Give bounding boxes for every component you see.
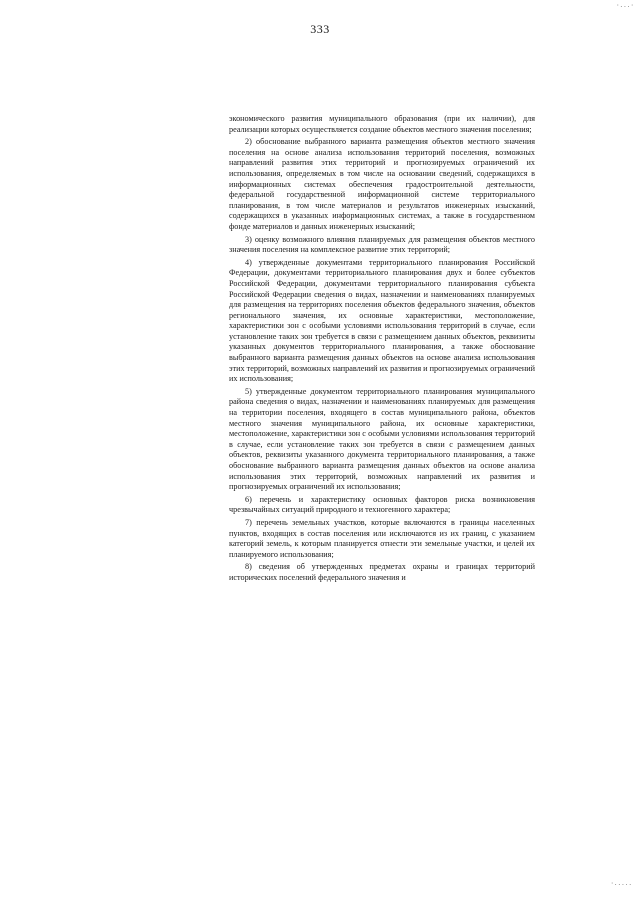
scan-corner-mark: ·..... [610, 880, 632, 887]
page-number: 333 [310, 22, 330, 36]
paragraph-item-7: 7) перечень земельных участков, которые включаются в границы населенных пунктов, входящих в состав поселения или исключаются из их границ, с указанием категорий земель, к которым планируется отнести эти земельные участки, и целей их планируемого использования; [229, 517, 535, 559]
paragraph-item-4: 4) утвержденные документами территориального планирования Российской Федерации, документами территориального планирования двух и более субъектов Российской Федерации, документами территориального планирования субъекта Российской Федерации сведения о видах, назначении и наименованиях планируемых для размещения на территориях поселения объектов федерального значения, объектов регионального значения, их основные характеристики, местоположение, характеристики зон с особыми условиями использования территорий в случае, если установление таких зон требуется в связи с размещением данных объектов, реквизиты указанных документов территориального планирования, а также обоснование выбранного варианта размещения данных объектов на основе анализа использования этих территорий, возможных направлений их развития и прогнозируемых ограничений их использования; [229, 257, 535, 384]
paragraph-item-3: 3) оценку возможного влияния планируемых для размещения объектов местного значения поселения на комплексное развитие этих территорий; [229, 234, 535, 255]
document-body [229, 114, 535, 586]
paragraph-continuation: экономического развития муниципального образования (при их наличии), для реализации которых осуществляется создание объектов местного значения поселения; [229, 114, 535, 134]
paragraph-item-5: 5) утвержденные документом территориального планирования муниципального района сведения о видах, назначении и наименованиях планируемых для размещения на территории поселения, входящего в состав муниципального района, объектов местного значения муниципального района, их основные характеристики, местоположение, характеристики зон с особыми условиями использования территорий в случае, если установление таких зон требуется в связи с размещением данных объектов, реквизиты указанного документа территориального планирования, а также обоснование выбранного варианта размещения данных объектов на основе анализа использования этих территорий, возможных направлений их развития и прогнозируемых ограничений их использования; [229, 386, 535, 492]
paragraph-item-2: 2) обоснование выбранного варианта размещения объектов местного значения поселения на основе анализа использования территорий поселения, возможных направлений развития этих территорий и прогнозируемых ограничений их использования, определяемых в том числе на основании сведений, содержащихся в информационных системах обеспечения градостроительной деятельности, федеральной государственной информационной системе территориального планирования, в том числе материалов и результатов инженерных изысканий, содержащихся в указанных информационных системах, а также в государственном фонде материалов и данных инженерных изысканий; [229, 137, 535, 231]
paragraph-item-6: 6) перечень и характеристику основных факторов риска возникновения чрезвычайных ситуаций природного и техногенного характера; [229, 494, 535, 515]
scan-corner-mark: ·...· [615, 2, 634, 9]
paragraph-item-8: 8) сведения об утвержденных предметах охраны и границах территорий исторических поселений федерального значения и [229, 562, 535, 582]
